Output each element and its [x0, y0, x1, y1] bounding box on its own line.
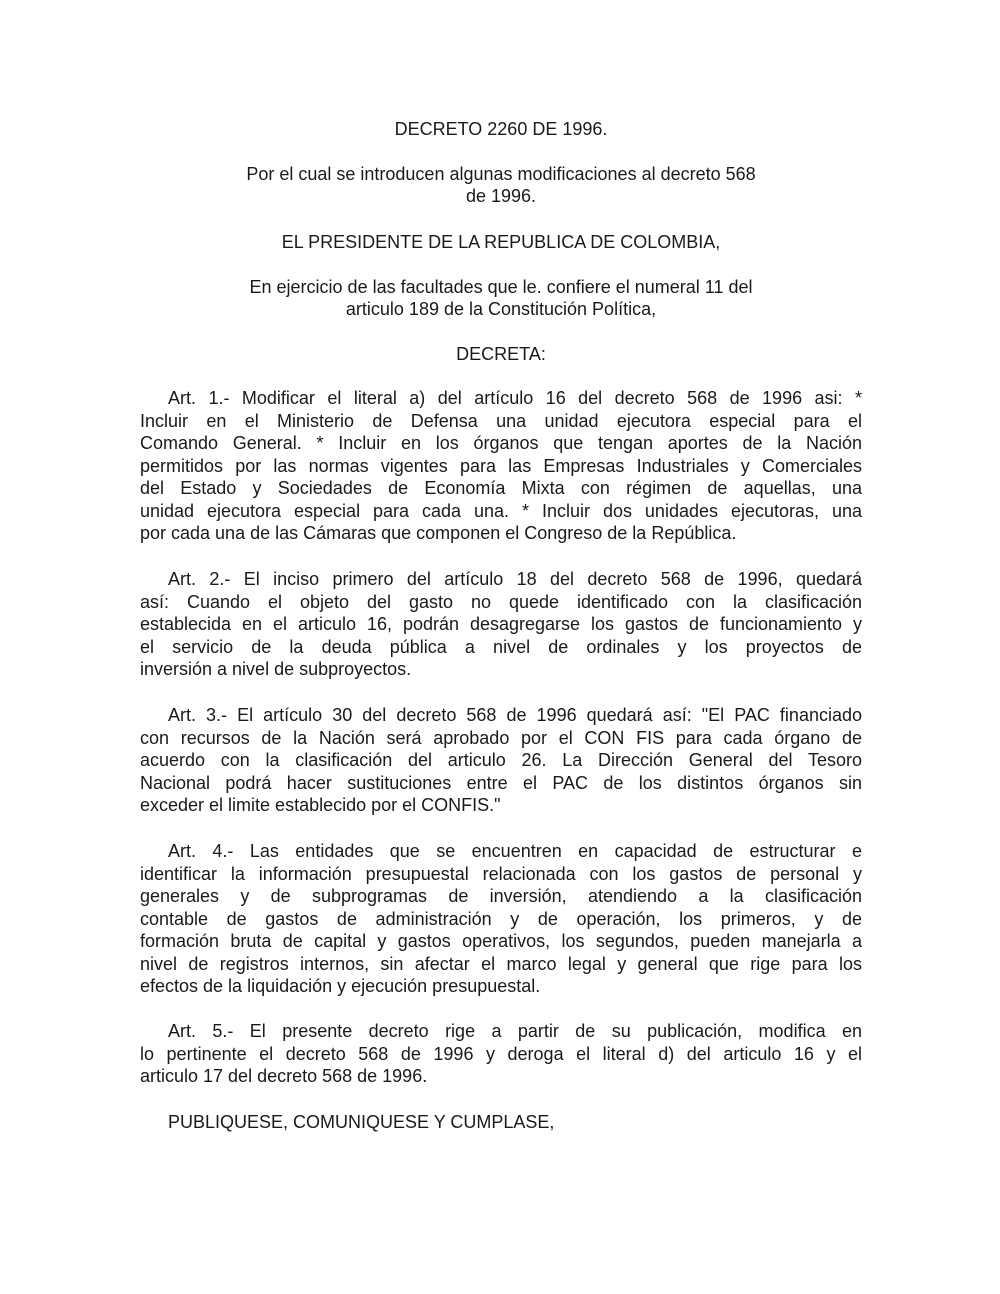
article-line: permitidos por las normas vigentes para las Empresas Industriales y Comerciales: [140, 455, 862, 476]
article-line: efectos de la liquidación y ejecución presupuestal.: [140, 976, 541, 996]
article-1: [140, 387, 862, 545]
decreta-heading: DECRETA:: [456, 344, 546, 364]
article-line: exceder el limite establecido por el CONFIS.": [140, 795, 501, 815]
faculties-line-1: En ejercicio de las facultades que le. confiere el numeral 11 del: [249, 277, 753, 297]
article-line: Art. 5.- El presente decreto rige a partir de su publicación, modifica en: [168, 1021, 862, 1041]
closing-line: PUBLIQUESE, COMUNIQUESE Y CUMPLASE,: [168, 1112, 555, 1132]
article-line: por cada una de las Cámaras que componen el Congreso de la República.: [140, 523, 737, 543]
article-line: Nacional podrá hacer sustituciones entre el PAC de los distintos órganos sin: [140, 772, 862, 793]
article-line: unidad ejecutora especial para cada una. * Incluir dos unidades ejecutoras, una: [140, 500, 862, 521]
article-line: articulo 17 del decreto 568 de 1996.: [140, 1066, 428, 1086]
article-line: con recursos de la Nación será aprobado por el CON FIS para cada órgano de: [140, 727, 862, 748]
article-line: Art. 2.- El inciso primero del artículo 18 del decreto 568 de 1996, quedará: [168, 569, 862, 589]
article-line: así: Cuando el objeto del gasto no quede identificado con la clasificación: [140, 591, 862, 612]
article-line: contable de gastos de administración y de operación, los primeros, y de: [140, 908, 862, 929]
article-line: Art. 3.- El artículo 30 del decreto 568 de 1996 quedará así: "El PAC financiado: [168, 705, 862, 725]
article-line: establecida en el articulo 16, podrán desagregarse los gastos de funcionamiento y: [140, 614, 862, 634]
article-5: [140, 1020, 862, 1088]
article-line: formación bruta de capital y gastos operativos, los segundos, pueden manejarla a: [140, 931, 862, 951]
subject-line-2: de 1996.: [465, 186, 537, 206]
article-3: [140, 704, 862, 817]
subject-line-1: Por el cual se introducen algunas modificaciones al decreto 568: [246, 164, 756, 184]
article-line: del Estado y Sociedades de Economía Mixta con régimen de aquellas, una: [140, 478, 862, 498]
article-4: [140, 840, 862, 998]
article-line: lo pertinente el decreto 568 de 1996 y deroga el literal d) del articulo 16 y el: [140, 1043, 862, 1064]
article-line: el servicio de la deuda pública a nivel de ordinales y los proyectos de: [140, 636, 862, 657]
article-line: nivel de registros internos, sin afectar el marco legal y general que rige para los: [140, 953, 862, 974]
article-line: Incluir en el Ministerio de Defensa una unidad ejecutora especial para el: [140, 410, 862, 431]
authority-heading: EL PRESIDENTE DE LA REPUBLICA DE COLOMBIA,: [281, 232, 721, 252]
decree-title: DECRETO 2260 DE 1996.: [394, 119, 608, 139]
article-line: Art. 1.- Modificar el literal a) del artículo 16 del decreto 568 de 1996 asi: *: [168, 388, 862, 408]
article-line: identificar la información presupuestal relacionada con los gastos de personal y: [140, 863, 862, 884]
article-2: [140, 568, 862, 681]
article-line: acuerdo con la clasificación del articulo 26. La Dirección General del Tesoro: [140, 750, 862, 770]
article-line: Art. 4.- Las entidades que se encuentren en capacidad de estructurar e: [168, 841, 862, 861]
article-line: generales y de subprogramas de inversión, atendiendo a la clasificación: [140, 886, 862, 906]
faculties-line-2: articulo 189 de la Constitución Política,: [345, 299, 657, 319]
article-line: Comando General. * Incluir en los órganos que tengan aportes de la Nación: [140, 433, 862, 453]
article-line: inversión a nivel de subproyectos.: [140, 659, 412, 679]
